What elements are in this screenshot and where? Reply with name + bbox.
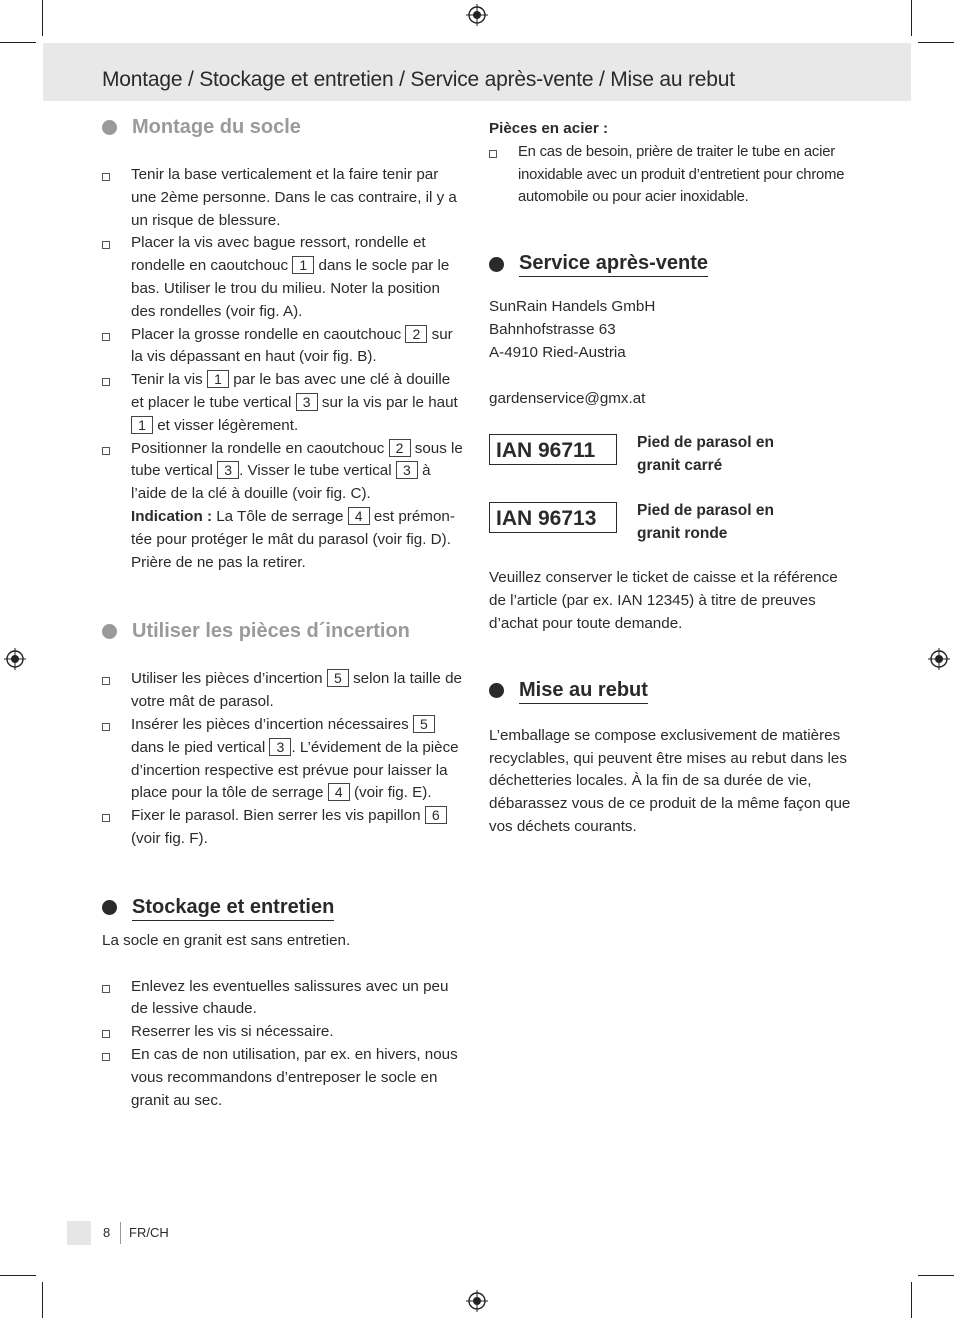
left-column (102, 115, 466, 1112)
item-text: Placer la grosse rondelle en caoutchouc (131, 325, 406, 343)
checkbox-square-icon (102, 241, 110, 249)
list-item (102, 1021, 466, 1044)
bullet-dot-icon (102, 900, 117, 915)
montage-note (102, 506, 466, 574)
footer-marker (67, 1221, 91, 1245)
item-text: Fixer le parasol. Bien serrer les vis papillon (131, 807, 425, 825)
item-text: (voir fig. E). (349, 784, 432, 802)
section-heading-storage: Stockage et entretien (102, 895, 466, 921)
list-item (102, 438, 466, 506)
checkbox-square-icon (102, 985, 110, 993)
list-item (102, 232, 466, 323)
inserts-list (102, 668, 466, 850)
section-heading-inserts: Utiliser les pièces d´incertion (102, 619, 466, 644)
crop-mark (918, 1275, 954, 1276)
item-text: Enlevez les eventuelles salissures avec un peu de lessive chaude. (131, 977, 449, 1018)
part-number: 3 (296, 393, 318, 411)
item-text: La Tôle de serrage (212, 507, 348, 525)
checkbox-square-icon (489, 150, 497, 158)
item-text: est prémontée pour protéger le mât du parasol (voir fig. D). Prière de ne pas la retirer. (131, 507, 455, 571)
item-text: à l’aide de la clé à douille (voir fig. C). (131, 462, 431, 503)
registration-mark-icon (928, 648, 950, 670)
steel-list (489, 141, 857, 209)
item-text: En cas de non utilisation, par ex. en hivers, nous vous recommandons d’entreposer le socle en granit au sec. (131, 1045, 458, 1109)
item-text: Utiliser les pièces d’incertion (131, 670, 327, 688)
item-text: et visser légèrement. (153, 416, 299, 434)
checkbox-square-icon (102, 723, 110, 731)
ian-row (489, 431, 857, 477)
registration-mark-icon (466, 4, 488, 26)
storage-list (102, 976, 466, 1113)
registration-mark-icon (466, 1290, 488, 1312)
ian-code-box: IAN 96711 (489, 434, 617, 465)
list-item (102, 714, 466, 805)
part-number: 3 (396, 461, 418, 479)
crop-mark (0, 42, 36, 43)
part-number: 1 (292, 256, 314, 274)
right-column (489, 118, 857, 839)
item-text: Insérer les pièces d’incertion nécessaires (131, 715, 413, 733)
steel-label: Pièces en acier : (489, 120, 609, 137)
section-heading-montage: Montage du socle (102, 115, 466, 140)
item-text: par le bas avec une clé à douille et placer le tube vertical (131, 371, 451, 411)
list-item (102, 369, 466, 437)
checkbox-square-icon (102, 1053, 110, 1061)
service-note: Veuillez conserver le ticket de caisse et la référence de l’article (par ex. IAN 12345) à titre de preuves d’achat pour toute demande. (489, 569, 838, 632)
service-email[interactable]: gardenservice@gmx.at (489, 389, 646, 407)
crop-mark (0, 1275, 36, 1276)
footer-divider (120, 1222, 121, 1244)
crop-mark (42, 1282, 43, 1318)
list-item (489, 141, 857, 209)
company-name: SunRain Handels GmbH (489, 298, 656, 316)
part-number: 2 (389, 439, 411, 457)
part-number: 4 (328, 783, 350, 801)
crop-mark (911, 1282, 912, 1318)
item-text: sur la vis par le haut (317, 393, 458, 411)
item-text: . Visser le tube vertical (239, 462, 396, 480)
crop-mark (911, 0, 912, 36)
item-text: Positionner la rondelle en caoutchouc (131, 439, 389, 457)
list-item (102, 324, 466, 370)
checkbox-square-icon (102, 814, 110, 822)
item-text: dans le pied vertical (131, 738, 270, 756)
crop-mark (42, 0, 43, 36)
part-number: 2 (405, 325, 427, 343)
page-title: Montage / Stockage et entretien / Service après-vente / Mise au rebut (102, 68, 735, 91)
item-text: . L’évidement de la pièce d’incertion respective est prévue pour laisser la place pour la tôle de serrage (131, 738, 459, 802)
company-street: Bahnhofstrasse 63 (489, 320, 616, 338)
bullet-dot-icon (489, 683, 504, 698)
item-text: sur la vis dépassant en haut (voir fig. B). (131, 325, 453, 366)
storage-intro: La socle en granit est sans entretien. (102, 931, 351, 949)
checkbox-square-icon (102, 677, 110, 685)
item-text: selon la taille de votre mât de parasol. (131, 670, 462, 711)
item-text: sous le tube vertical (131, 439, 463, 480)
item-text: dans le socle par le bas. Utiliser le trou du milieu. Noter la position des rondelles (voir fig. A). (131, 257, 450, 320)
montage-list (102, 164, 466, 506)
checkbox-square-icon (102, 1030, 110, 1038)
list-item (102, 976, 466, 1022)
bullet-dot-icon (102, 120, 117, 135)
part-number: 5 (413, 715, 435, 733)
part-number: 5 (327, 669, 349, 687)
part-number: 3 (269, 738, 291, 756)
list-item (102, 805, 466, 851)
company-city: A-4910 Ried-Austria (489, 343, 626, 361)
language-code: FR/CH (129, 1225, 169, 1240)
page-number: 8 (103, 1225, 111, 1240)
item-text: En cas de besoin, prière de traiter le tube en acier inoxidable avec un produit d’entretient pour chrome automobile ou pour acier inoxidable. (518, 143, 845, 206)
item-text: Tenir la base verticalement et la faire tenir par une 2ème personne. Dans le cas contraire, il y a un risque de blessure. (131, 166, 457, 229)
part-number: 1 (207, 370, 229, 388)
checkbox-square-icon (102, 173, 110, 181)
list-item (102, 164, 466, 232)
section-heading-service: Service après-vente (489, 251, 857, 277)
checkbox-square-icon (102, 333, 110, 341)
registration-mark-icon (4, 648, 26, 670)
section-heading-disposal: Mise au rebut (489, 678, 857, 704)
crop-mark (918, 42, 954, 43)
item-text: Placer la vis avec bague ressort, rondelle et rondelle en caoutchouc (131, 234, 426, 275)
ian-code-box: IAN 96713 (489, 502, 617, 533)
checkbox-square-icon (102, 378, 110, 386)
item-text: Tenir la vis (131, 371, 207, 389)
ian-row (489, 499, 857, 545)
item-text: Reserrer les vis si nécessaire. (131, 1023, 334, 1041)
disposal-text: L’emballage se compose exclusivement de matières recyclables, qui peuvent être mises au rebut dans les déchetteries locales. À la fin de sa durée de vie, débarassez vous de ce produit de la même façon que vos déchets courants. (489, 726, 851, 835)
bullet-dot-icon (489, 257, 504, 272)
bullet-dot-icon (102, 624, 117, 639)
checkbox-square-icon (102, 447, 110, 455)
part-number: 4 (348, 507, 370, 525)
list-item (102, 1044, 466, 1112)
part-number: 1 (131, 416, 153, 434)
part-number: 3 (217, 461, 239, 479)
note-label: Indication : (131, 507, 212, 525)
item-text: (voir fig. F). (131, 829, 208, 847)
ian-label: Pied de parasol en granit carré (637, 434, 774, 475)
list-item (102, 668, 466, 714)
ian-label: Pied de parasol en granit ronde (637, 502, 774, 543)
part-number: 6 (425, 806, 447, 824)
